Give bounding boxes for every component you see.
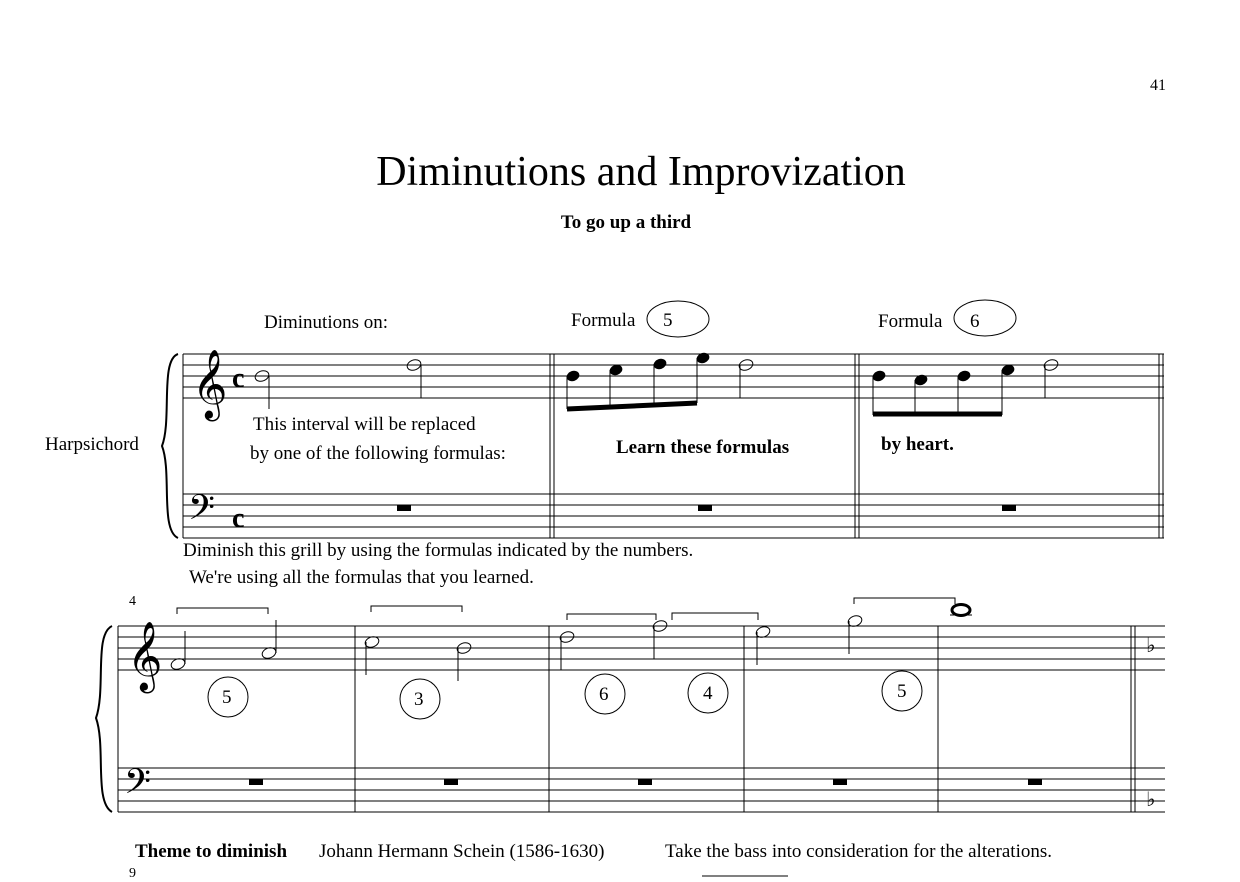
system2-brackets <box>177 598 955 620</box>
measure-number: 4 <box>129 594 136 609</box>
instrument-label: Harpsichord <box>45 434 139 455</box>
next-measure-number: 9 <box>129 866 136 881</box>
system2-bass-staff <box>118 768 1165 812</box>
circled-formula-2: 3 <box>414 689 424 710</box>
system1-treble-staff <box>183 354 1164 398</box>
circled-formula-4: 4 <box>703 683 713 704</box>
system1-measure1-notes <box>254 358 423 409</box>
page-subtitle: To go up a third <box>560 212 692 233</box>
by-heart-text: by heart. <box>881 434 954 455</box>
formula-label-6: Formula <box>878 311 943 332</box>
system2-bass-clef-icon: 𝄢 <box>124 761 152 810</box>
instruction-line-2: We're using all the formulas that you learned. <box>189 567 534 588</box>
system1-bass-rests <box>397 505 1016 511</box>
interval-note-line-2: by one of the following formulas: <box>250 443 506 464</box>
system1-bass-staff <box>183 494 1164 538</box>
formula-5-ellipse <box>647 301 709 337</box>
learn-formulas-text: Learn these formulas <box>616 437 790 458</box>
system2-formula-circles <box>208 671 922 719</box>
system2-treble-staff <box>118 626 1165 670</box>
page-title: Diminutions and Improvization <box>376 149 906 195</box>
system1-bass-clef-icon: 𝄢 <box>188 487 216 536</box>
system2-bass-flat-icon: ♭ <box>1146 787 1156 811</box>
system2-brace <box>96 626 112 812</box>
instruction-line-1: Diminish this grill by using the formulas indicated by the numbers. <box>183 540 694 561</box>
system1-treble-time-sig-icon: c <box>232 363 245 394</box>
formula-number-6: 6 <box>970 311 980 332</box>
system1-bass-time-sig-icon: c <box>232 503 245 534</box>
system1-measure3-notes <box>872 358 1059 415</box>
composer-credit: Johann Hermann Schein (1586-1630) <box>319 841 605 862</box>
system2-treble-flat-icon: ♭ <box>1146 633 1156 657</box>
alterations-note: Take the bass into consideration for the alterations. <box>665 841 1052 862</box>
theme-label: Theme to diminish <box>135 841 288 862</box>
system2-barlines <box>118 626 1135 812</box>
system1-treble-clef-icon: 𝄞 <box>192 349 228 419</box>
circled-formula-3: 6 <box>599 684 609 705</box>
circled-formula-1: 5 <box>222 687 232 708</box>
diminutions-label: Diminutions on: <box>264 312 389 333</box>
page-number: 41 <box>1150 77 1166 94</box>
system1-brace <box>162 354 178 538</box>
interval-note-line-1: This interval will be replaced <box>253 414 476 435</box>
formula-6-ellipse <box>954 300 1016 336</box>
circled-formula-5: 5 <box>897 681 907 702</box>
formula-label-5: Formula <box>571 310 636 331</box>
system2-bass-rests <box>249 779 1042 785</box>
system2-treble-clef-icon: 𝄞 <box>127 621 163 691</box>
system1-measure2-notes <box>566 352 754 409</box>
formula-number-5: 5 <box>663 310 673 331</box>
